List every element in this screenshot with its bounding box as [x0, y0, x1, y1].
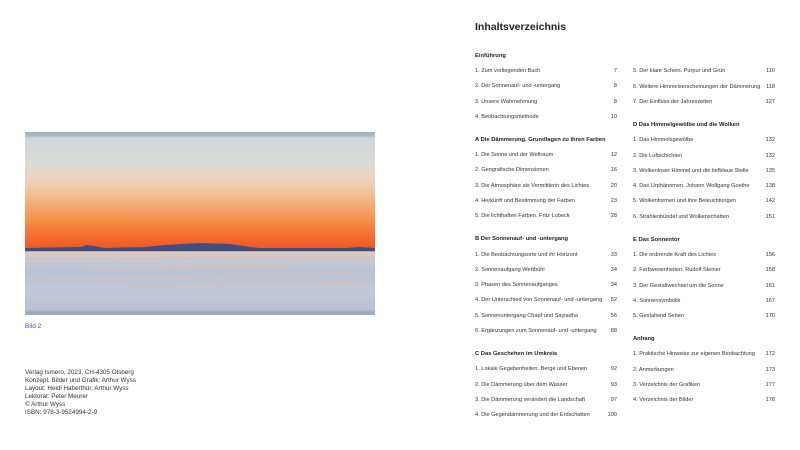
toc-entry-label: 1. Lokale Gegebenheiten. Berge und Ebenen [475, 366, 588, 373]
toc-section-heading: D Das Himmelgewölbe und die Wolken [633, 121, 740, 128]
toc-column-left [475, 48, 617, 423]
toc-entry-page: 88 [610, 328, 617, 335]
toc-entry-label: 1. Praktische Hinweise zur eigenen Beobachtung [633, 351, 755, 358]
toc-entry-page: 138 [765, 183, 775, 190]
toc-entry[interactable] [475, 63, 617, 78]
toc-entry-label: 4. Der Unterschied von Sonnenauf- und -untergang [475, 297, 603, 304]
toc-entry[interactable] [633, 79, 775, 94]
toc-entry-page: 172 [765, 351, 775, 358]
toc-entry[interactable] [633, 263, 775, 278]
toc-entry[interactable] [633, 178, 775, 193]
toc-entry[interactable] [475, 209, 617, 224]
toc-entry-page: 92 [610, 366, 617, 373]
toc-entry-label: 2. Anmerkungen [633, 366, 674, 373]
toc-entry-page: 34 [610, 282, 617, 289]
toc-section [633, 232, 775, 324]
toc-entry-label: 3. Unsere Wahrnehmung [475, 98, 538, 105]
imprint [25, 369, 136, 418]
toc-entry-label: 2. Sonnenaufgang Wertbühl [475, 266, 545, 273]
toc-entry-label: 6. Strahlenbündel und Wolkenschatten [633, 213, 729, 220]
toc-section [475, 346, 617, 422]
toc-entry-label: 5. Gestaltend Sehen [633, 313, 685, 320]
toc-section-heading: Einführung [475, 52, 506, 59]
toc-entry-page: 34 [610, 266, 617, 273]
toc-entry-page: 52 [610, 297, 617, 304]
toc-entry-label: 1. Die ordnende Kraft des Lichtes [633, 251, 717, 258]
toc-entry-label: 4. Das Urphänomen. Johann Wolfgang Goethe [633, 183, 750, 190]
toc-entry[interactable] [633, 133, 775, 148]
toc-entry[interactable] [633, 393, 775, 408]
toc-entry[interactable] [633, 247, 775, 262]
sunset-photo [25, 132, 375, 315]
toc-section-heading: B Der Sonnenauf- und -untergang [475, 236, 569, 243]
toc-entry-page: 127 [765, 98, 775, 105]
mountain-silhouette [25, 132, 375, 315]
toc-entry-page: 8 [613, 83, 617, 90]
toc-entry[interactable] [633, 209, 775, 224]
toc-entry[interactable] [475, 323, 617, 338]
toc-entry-page: 118 [766, 83, 775, 90]
toc-entry[interactable] [475, 193, 617, 208]
toc-entry-page: 56 [610, 312, 617, 319]
toc-entry-page: 28 [610, 213, 617, 220]
toc-entry-page: 8 [613, 98, 617, 105]
toc-section-heading: Anhang [633, 336, 655, 343]
toc-entry-page: 142 [765, 198, 775, 205]
toc-entry-page: 177 [765, 382, 775, 389]
toc-entry-label: 3. Die Atmosphäre als Vermittlerin des Lichtes [475, 182, 590, 189]
photo-caption: Bild 2 [25, 323, 42, 330]
toc-section [633, 332, 775, 408]
toc-entry-label: 2. Der Sonnenauf- und -untergang [475, 83, 561, 90]
toc-entry-page: 151 [765, 213, 775, 220]
toc-section [475, 232, 617, 339]
toc-entry-page: 167 [765, 297, 775, 304]
toc-entry[interactable] [475, 278, 617, 293]
toc-entry[interactable] [633, 64, 775, 79]
toc-entry[interactable] [633, 278, 775, 293]
toc-entry-page: 156 [765, 251, 775, 258]
toc-entry-label: 3. Wolkenloser Himmel und die tiefblaue Stelle [633, 167, 749, 174]
imprint-line: Lektorat: Peter Meurer [25, 393, 88, 401]
toc-entry-page: 110 [766, 68, 775, 75]
toc-entry[interactable] [475, 262, 617, 277]
toc-entry-label: 2. Die Dämmerung über dem Wasser [475, 381, 568, 388]
toc-entry[interactable] [633, 194, 775, 209]
toc-entry[interactable] [633, 293, 775, 308]
toc-entry-page: 20 [610, 182, 617, 189]
toc-entry-page: 132 [765, 152, 775, 159]
toc-entry-label: 4. Beobachtungsmethode [475, 113, 539, 120]
toc-entry[interactable] [475, 293, 617, 308]
toc-entry-page: 12 [610, 152, 617, 159]
toc-entry[interactable] [475, 408, 617, 423]
toc-entry-label: 3. Der Gestaltwechsel um die Sonne [633, 282, 724, 289]
imprint-line: ISBN: 978-3-9524994-2-9 [25, 409, 98, 417]
toc-entry-label: 5. Wolkenformen und ihre Beleuchtungen [633, 198, 736, 205]
toc-entry-page: 158 [765, 267, 775, 274]
toc-entry-label: 2. Die Luftschichten [633, 152, 683, 159]
toc-entry[interactable] [475, 392, 617, 407]
toc-entry-label: 2. Geografische Dimensionen [475, 167, 549, 174]
toc-entry[interactable] [475, 247, 617, 262]
toc-entry-label: 3. Phasen des Sonnenaufganges [475, 282, 558, 289]
toc-section-heading: A Die Dämmerung. Grundlagen zu ihren Farben [475, 136, 606, 143]
toc-entry-page: 33 [610, 251, 617, 258]
toc-entry-label: 1. Das Himmelsgewölbe [633, 137, 694, 144]
toc-entry[interactable] [475, 109, 617, 124]
toc-entry[interactable] [475, 147, 617, 162]
toc-entry-label: 4. Verzeichnis der Bilder [633, 397, 694, 404]
toc-entry-label: 6. Weitere Himmelserscheinungen der Dämmerung [633, 83, 761, 90]
toc-entry-label: 4. Herkunft und Bestimmung der Farben [475, 198, 575, 204]
toc-entry-label: 4. Die Gegendämmerung und der Erdschatten [475, 412, 590, 419]
toc-entry-label: 3. Verzeichnis der Grafiken [633, 382, 701, 389]
toc-entry[interactable] [633, 163, 775, 178]
toc-entry-page: 23 [610, 198, 617, 204]
toc-entry[interactable] [475, 308, 617, 323]
toc-section [633, 64, 775, 110]
toc-entry-label: 4. Sonnensymbolik [633, 297, 681, 304]
imprint-line: Layout: Heidi Haberthür, Arthur Wyss [25, 385, 129, 393]
toc-entry-page: 178 [765, 397, 775, 404]
toc-entry-page: 135 [765, 167, 775, 174]
imprint-line: Konzept, Bilder und Grafik: Arthur Wyss [25, 377, 136, 385]
toc-entry[interactable] [633, 347, 775, 362]
imprint-line: © Arthur Wyss [25, 401, 66, 409]
toc-entry[interactable] [475, 362, 617, 377]
toc-entry-label: 5. Der klare Schein. Purpur und Grün [633, 68, 726, 75]
toc-entry-page: 97 [610, 396, 617, 403]
toc-entry[interactable] [475, 163, 617, 178]
toc-entry-page: 170 [765, 313, 775, 320]
toc-entry-label: 6. Ergänzungen zum Sonnenauf- und -untergang [475, 328, 597, 335]
toc-entry-label: 5. Sonnenuntergang Chapf und Sayiadha [475, 312, 578, 319]
toc-entry-page: 173 [765, 366, 775, 373]
toc-entry-label: 1. Die Sonne und der Weltraum [475, 152, 554, 159]
toc-entry-page: 10 [610, 113, 617, 120]
toc-entry-label: 1. Zum vorliegenden Buch [475, 67, 541, 74]
toc-entry-label: 5. Die lichthaften Farben. Fritz Lobeck [475, 213, 570, 220]
toc-entry[interactable] [633, 377, 775, 392]
toc-section [475, 48, 617, 124]
toc-entry-label: 7. Der Einfluss der Jahreszeiten [633, 98, 713, 105]
toc-entry-page: 93 [610, 381, 617, 388]
toc-entry[interactable] [633, 362, 775, 377]
toc-entry[interactable] [633, 94, 775, 109]
toc-entry[interactable] [475, 377, 617, 392]
toc-column-right [633, 64, 775, 408]
toc-section-heading: C Das Geschehen im Umkreis [475, 351, 558, 358]
toc-entry-page: 100 [607, 412, 617, 419]
toc-section [475, 132, 617, 224]
toc-entry-label: 2. Farbwesenheiten. Rudolf Steiner [633, 267, 721, 274]
toc-entry-label: 1. Die Beobachtungsorte und ihr Horizont [475, 251, 578, 258]
toc-title: Inhaltsverzeichnis [475, 21, 567, 33]
toc-section-heading: E Das Sonnentor [633, 236, 680, 243]
toc-entry-page: 16 [610, 167, 617, 174]
toc-entry-page: 132 [765, 137, 775, 144]
toc-entry-page: 161 [765, 282, 775, 289]
toc-entry-page: 7 [613, 67, 617, 74]
toc-entry[interactable] [475, 94, 617, 109]
toc-entry[interactable] [475, 79, 617, 94]
imprint-line: Verlag Ismero, 2023, CH-4305 Olsberg [25, 369, 134, 376]
toc-entry[interactable] [475, 178, 617, 193]
toc-section [633, 117, 775, 224]
toc-entry[interactable] [633, 148, 775, 163]
toc-entry-label: 3. Die Dämmerung verändert die Landschaft [475, 396, 586, 403]
toc-entry[interactable] [633, 309, 775, 324]
